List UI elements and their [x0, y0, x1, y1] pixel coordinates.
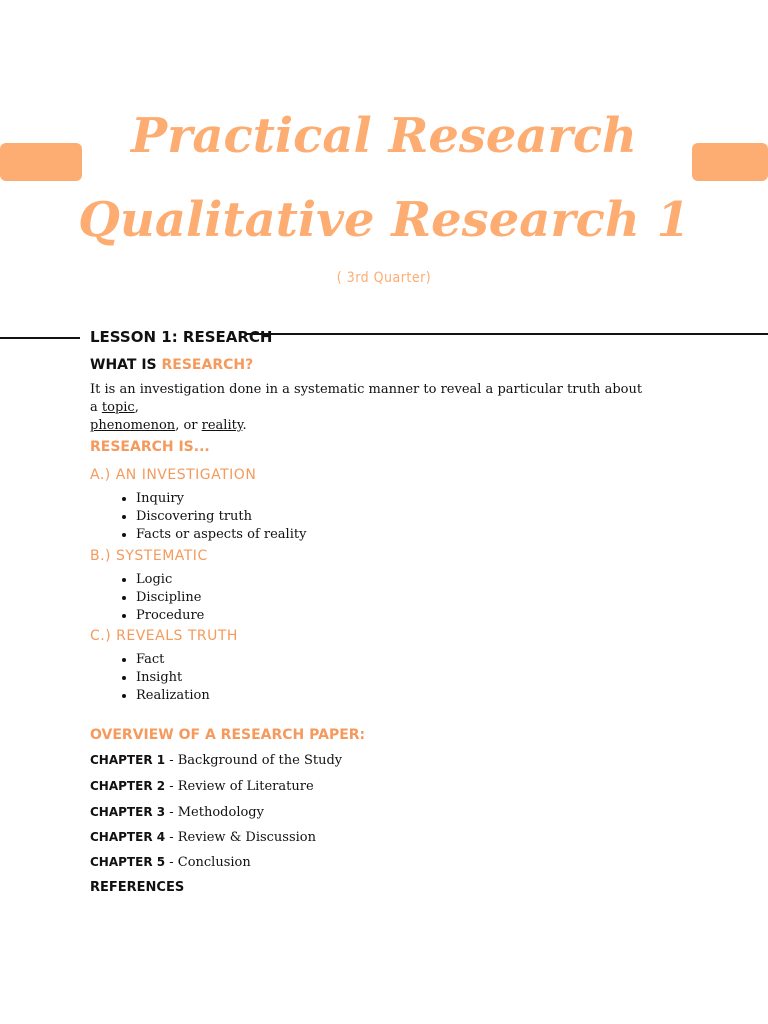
- def-systematic: systematic: [294, 382, 365, 397]
- chapter-2-row: [90, 779, 314, 794]
- title-line-1: Practical Research: [131, 108, 637, 164]
- lesson-rule-right: [246, 333, 768, 335]
- def-text-7: .: [242, 418, 247, 433]
- section-c-list: [108, 651, 210, 705]
- def-text-5: ,: [134, 400, 139, 415]
- definition-paragraph: [90, 381, 650, 435]
- research-is-heading: RESEARCH IS...: [90, 439, 210, 455]
- def-text-3: manner to reveal a particular: [364, 382, 568, 397]
- chapter-1-label: CHAPTER 1: [90, 753, 166, 767]
- def-text-6: , or: [175, 418, 202, 433]
- def-text-2: done in a: [225, 382, 295, 397]
- def-text-1: It is an: [90, 382, 140, 397]
- list-item: • Fact: [136, 651, 210, 669]
- chapter-4-label: CHAPTER 4: [90, 830, 166, 844]
- section-b-list: [108, 571, 204, 625]
- list-item: • Insight: [136, 669, 210, 687]
- section-b-heading: B.) SYSTEMATIC: [90, 548, 208, 564]
- def-reality: reality: [201, 418, 243, 433]
- chapter-5-row: [90, 855, 251, 870]
- what-is-prefix: WHAT IS: [90, 357, 157, 373]
- chapter-3-text: - Methodology: [165, 805, 264, 820]
- overview-heading: OVERVIEW OF A RESEARCH PAPER:: [90, 727, 366, 743]
- chapter-4-row: [90, 830, 316, 845]
- lesson-heading: LESSON 1: RESEARCH: [90, 328, 273, 346]
- what-is-research-heading: [90, 357, 253, 373]
- list-item: • Procedure: [136, 607, 204, 625]
- list-item: • Realization: [136, 687, 210, 705]
- quarter-label: ( 3rd Quarter): [336, 270, 432, 286]
- list-item: • Discipline: [136, 589, 204, 607]
- chapter-1-row: [90, 753, 342, 768]
- section-a-heading: A.) AN INVESTIGATION: [90, 467, 257, 483]
- chapter-4-text: - Review & Discussion: [165, 830, 316, 845]
- chapter-5-text: - Conclusion: [165, 855, 251, 870]
- section-c-heading: C.) REVEALS TRUTH: [90, 628, 238, 644]
- def-investigation: investigation: [139, 382, 225, 397]
- chapter-2-label: CHAPTER 2: [90, 779, 166, 793]
- def-truth: truth: [567, 382, 601, 397]
- chapter-5-label: CHAPTER 5: [90, 855, 166, 869]
- chapter-2-text: - Review of Literature: [165, 779, 314, 794]
- list-item: • Facts or aspects of reality: [136, 526, 306, 544]
- def-topic: topic: [101, 400, 135, 415]
- list-item: • Inquiry: [136, 490, 306, 508]
- def-text-4: about a: [90, 382, 643, 415]
- def-phenomenon: phenomenon: [90, 418, 176, 433]
- what-is-highlight: RESEARCH?: [161, 357, 254, 373]
- list-item: • Logic: [136, 571, 204, 589]
- chapter-3-row: [90, 805, 264, 820]
- references-heading: REFERENCES: [90, 880, 185, 895]
- title-line-2: Qualitative Research 1: [78, 192, 690, 248]
- chapter-3-label: CHAPTER 3: [90, 805, 166, 819]
- list-item: • Discovering truth: [136, 508, 306, 526]
- lesson-rule-left: [0, 337, 80, 339]
- chapter-1-text: - Background of the Study: [165, 753, 343, 768]
- section-a-list: [108, 490, 306, 544]
